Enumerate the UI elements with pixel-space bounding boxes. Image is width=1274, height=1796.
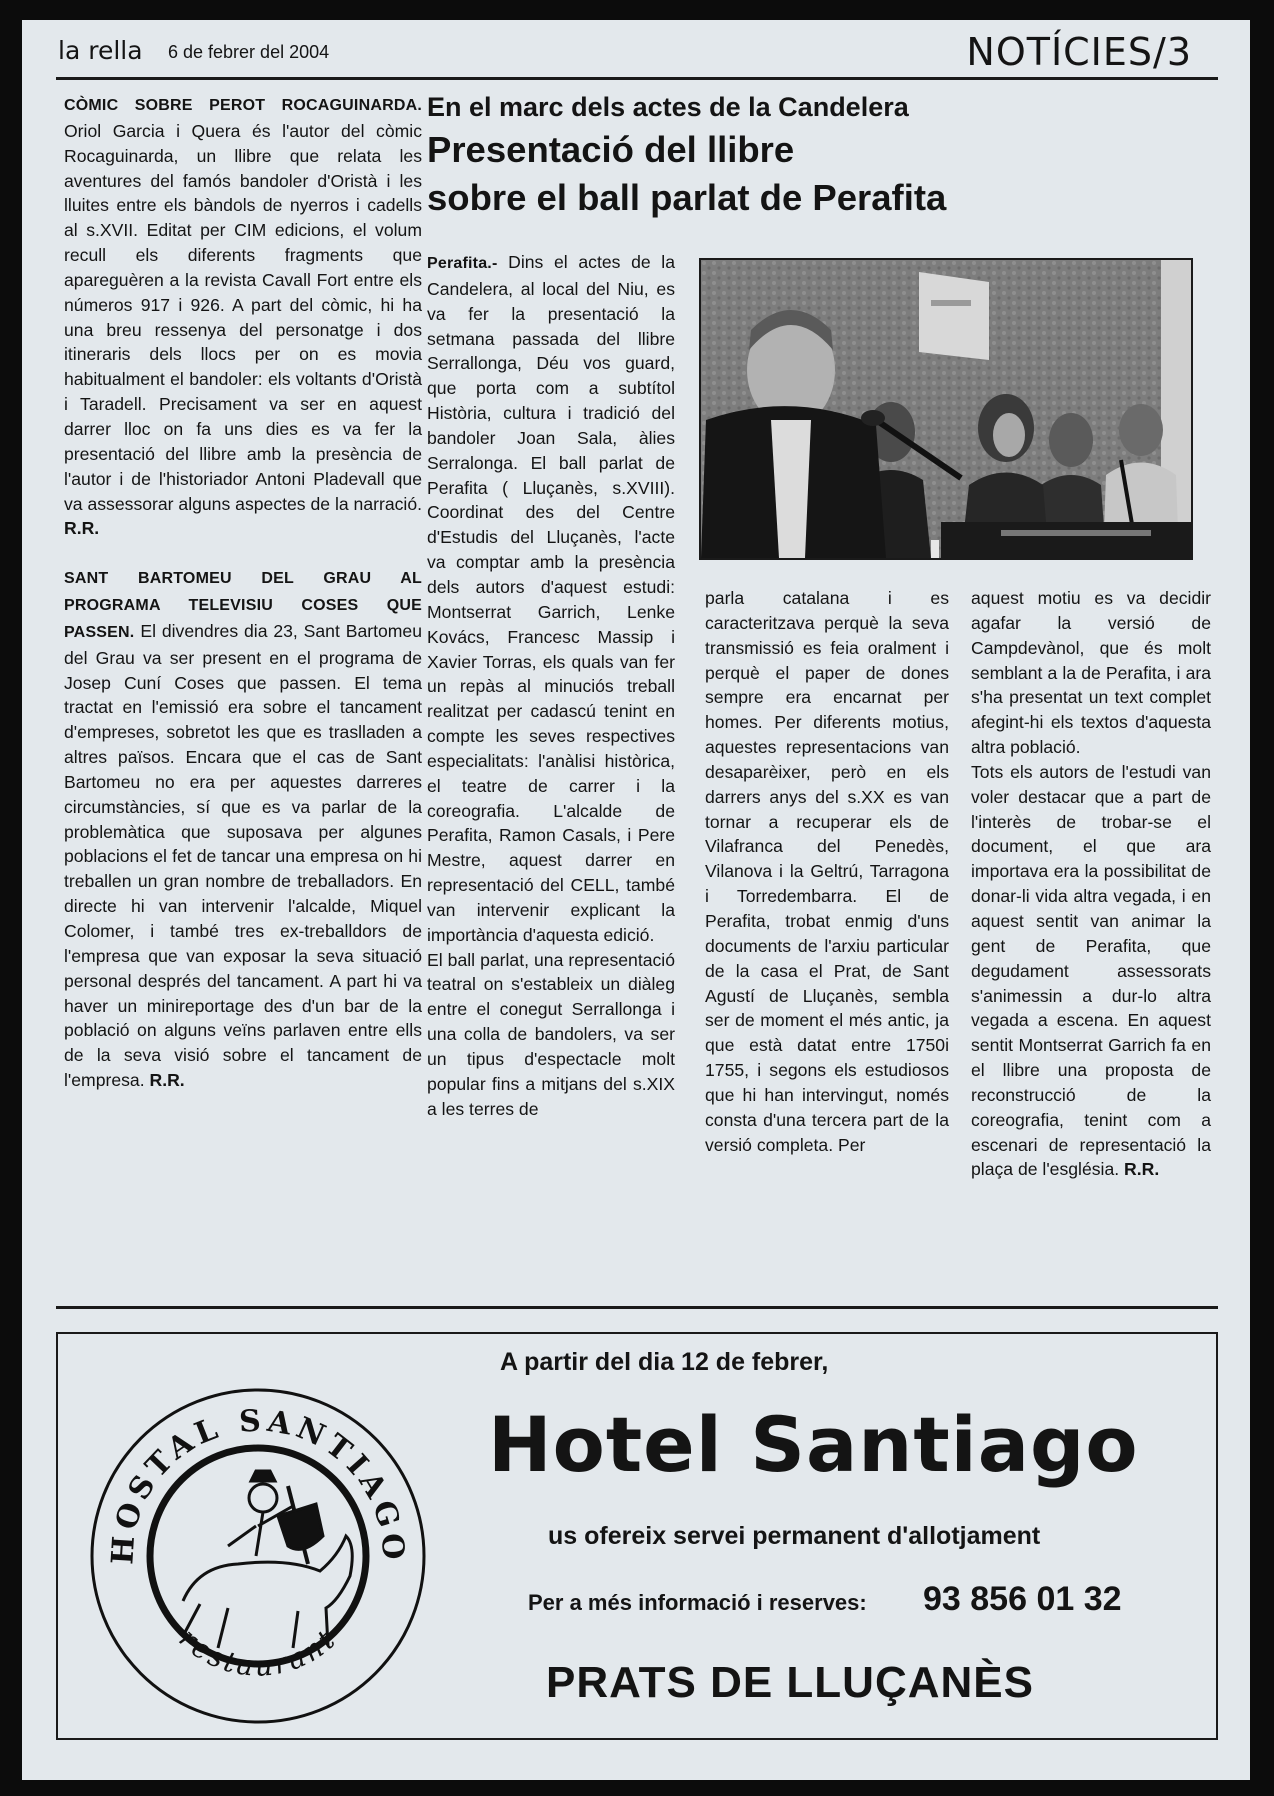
header-rule [56,77,1218,80]
article-signature: R.R. [1124,1159,1160,1180]
brief-comic [64,92,422,541]
hotel-advertisement [56,1332,1218,1740]
article-paragraph-4-text: Tots els autors de l'estudi van voler destacar que a part de l'interès de trobar-se el document, el que ara importava era la possibilitat de donar-li vida altra vegada, i en aquest sentit van animar la gent de Perafita, que degudament assessorats s'animessin a dur-lo altra vegada a escena. En aquest sentit Montserrat Garrich fa en el llibre una proposta de reconstrucció de la coreografia, tenint com a escenari de representació la plaça de l'església. [971,761,1211,1180]
brief-tv [64,565,422,1093]
article-headline [427,126,946,222]
issue-date: 6 de febrer del 2004 [168,42,330,62]
article-paragraph-1-text: Dins el actes de la Candelera, al local del Niu, es va fer la presentació la setmana passada del llibre Serrallonga, Déu vos guard, que porta com a subtítol Història, cultura i tradició del bandoler Joan Sala, àlies Serralonga. El ball parlat de Perafita ( Lluçanès, s.XVIII). Coordinat des del Centre d'Estudis del Lluçanès, l'acte va comptar amb la presència dels autors d'aquest estudi: Montserrat Garrich, Lenke Kovács, Francesc Massip i Xavier Torras, els quals van fer un repàs al minuciós treball realitzat per cadascú tenint en compte les seves respectives especialitats: l'anàlisi històrica, el teatre de carrer i la coreografia. L'alcalde de Perafita, Ramon Casals, i Pere Mestre, aquest darrer en representació del CELL, també van intervenir explicant la importància d'aquesta edició. [427,252,675,945]
brief-comic-title: CÒMIC SOBRE PEROT ROCAGUINARDA. [64,97,422,114]
article-paragraph-4 [971,760,1211,1182]
article-paragraph-1 [427,250,675,948]
ad-separator-rule [56,1306,1218,1309]
hostal-santiago-seal-logo [88,1386,428,1726]
brief-tv-text: El divendres dia 23, Sant Bartomeu del Grau va ser present en el programa de Josep Cuní Coses que passen. El tema tractat en l'emissió era sobre el tancament d'empreses, sobretot les que es traslladen a altres països. Encara que el cas de Sant Bartomeu no era per aquestes darreres circumstàncies, sí que es va parlar de la problemàtica que suposava per algunes poblacions el fet de tancar una empresa on hi treballen un gran nombre de treballadors. En directe hi van intervenir l'alcalde, Miquel Colomer, i també tres ex-treballdors de l'empresa que van exposar la seva situació personal després del tancament. A part hi va haver un minireportage des d'un bar de la població on alguns veïns parlaven entre ells de la seva visió sobre el tancament de l'empresa. [64,620,423,1091]
headline-line-1: Presentació del llibre [427,129,795,170]
article-paragraph-3: aquest motiu es va decidir agafar la versió de Campdevànol, que és molt semblant a la de Perafita, i ara s'ha presentat un text complet afegint-hi els textos d'aquesta altra població. [971,588,1211,758]
article-column-1 [427,250,675,1122]
presentation-photo [699,258,1193,560]
brief-comic-text: Oriol Garcia i Quera és l'autor del còmic Rocaguinarda, un llibre que relata les aventures del famós bandoler d'Oristà i les lluites entre els bàndols de nyerros i cadells al s.XVII. Editat per CIM edicions, el volum recull els diferents fragments que apareguèren a la revista Cavall Fort entre els números 917 i 926. A part del còmic, hi ha una breu ressenya del personatge i dos itineraris dels llocs per on es movia habitualment el bandoler: els voltants d'Oristà i Taradell. Precisament va ser en aquest darrer lloc on fa uns dies es va fer la presentació del llibre amb la presència de l'autor i de l'historiador Antoni Pladevall que va assessorar alguns aspectes de la narració. [64,120,422,514]
article-paragraph-2: El ball parlat, una representació teatral on s'estableix un diàleg entre el conegut Serrallonga i una colla de bandolers, va ser un tipus d'espectacle molt popular fins a mitjans del s.XIX a les terres de [427,949,675,1119]
ad-hotel-name: Hotel Santiago [488,1400,1139,1489]
svg-text:restaurant: restaurant [172,1621,344,1683]
ad-offer: us ofereix servei permanent d'allotjament [548,1522,1041,1550]
headline-line-2: sobre el ball parlat de Perafita [427,177,947,218]
publication-name: la rella [58,36,143,65]
article-dateline: Perafita.- [427,255,498,272]
article-column-2-text: parla catalana i es caracteritzava perquè la seva transmissió es feia oralment i perquè el paper de dones sempre era encarnat per homes. Per diferents motius, aquestes representacions van desaparèixer, però en els darrers anys del s.XX es van tornar a recuperar els de Vilafranca del Penedès, Vilanova i la Geltrú, Tarragona i Torredembarra. El de Perafita, trobat enmig d'uns documents de l'arxiu particular de la casa el Prat, de Sant Agustí de Lluçanès, sembla ser de moment el més antic, ja que està datat entre 1750i 1755, i segons els estudiosos que hi han intervingut, només consta d'una tercera part de la versió completa. Per [705,588,949,1155]
article-column-2 [705,586,949,1157]
ad-phone-number: 93 856 01 32 [923,1580,1122,1618]
newspaper-page [22,20,1250,1780]
article-kicker: En el marc dels actes de la Candelera [427,92,909,122]
briefs-column [64,92,422,1093]
article-column-3 [971,586,1211,1182]
ad-start-date: A partir del dia 12 de febrer, [500,1348,829,1376]
brief-comic-signature: R.R. [64,518,100,539]
svg-text:HOSTAL SANTIAGO: HOSTAL SANTIAGO [105,1403,411,1566]
ad-info-label: Per a més informació i reserves: [528,1590,867,1615]
brief-tv-signature: R.R. [149,1070,185,1091]
rider-on-horse-icon [183,1471,352,1648]
brief-tv-title: SANT BARTOMEU DEL GRAU AL PROGRAMA TELEVISIU COSES QUE PASSEN. [64,570,422,641]
section-page-label: NOTÍCIES/3 [966,30,1192,74]
ad-town: PRATS DE LLUÇANÈS [546,1658,1034,1707]
